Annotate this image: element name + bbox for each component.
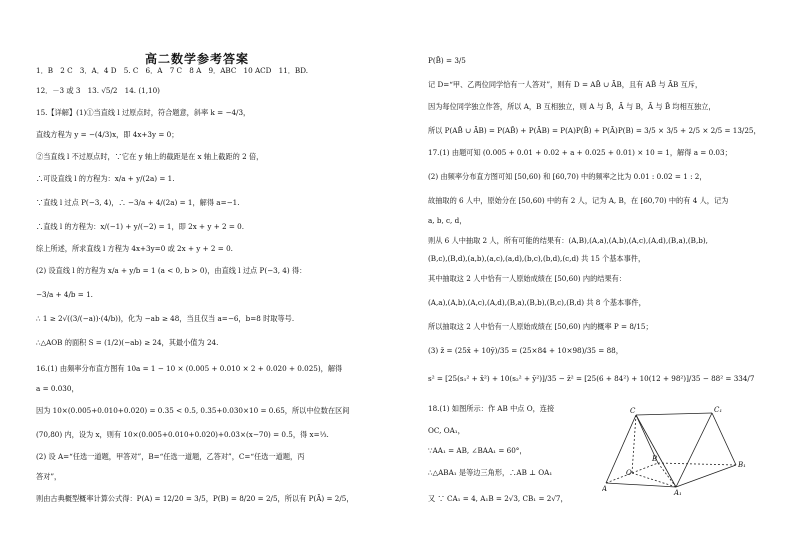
right-line: 其中抽取这 2 人中恰有一人原始成绩在 [50,60) 内的结果有：: [428, 274, 627, 283]
left-line: 1．B 2 C 3．A．4 D 5. C 6．A 7 C 8 A 9．ABC 10 ACD 11．BD.: [36, 66, 308, 75]
right-line: 故抽取的 6 人中，原始分在 [50,60) 中的有 2 人，记为 A, B，在 [60,70) 中的有 4 人，记为: [428, 196, 729, 205]
left-line: ②当直线 l 不过原点时，∵它在 y 轴上的截距是在 x 轴上截距的 2 倍，: [36, 152, 264, 161]
right-line: (3) z̄ = (25x̄ + 10ȳ)/35 = (25×84 + 10×98)/35 = 88，: [428, 346, 623, 355]
right-line: 17.(1) 由题可知 (0.005 + 0.01 + 0.02 + a + 0.025 + 0.01) × 10 = 1，解得 a = 0.03；: [428, 148, 732, 157]
edge-b-b1: [658, 463, 736, 465]
left-line: (70,80) 内，设为 x，则有 10×(0.005+0.010+0.020)+0.03×(x−70) = 0.5，得 x=⅓.: [36, 430, 329, 439]
left-line: a = 0.030，: [36, 384, 79, 393]
left-line: 12．－3 或 3 13. √5/2 14. (1,10): [36, 86, 160, 95]
right-line: a, b, c, d，: [428, 216, 467, 225]
left-line: (2) 设直线 l 的方程为 x/a + y/b = 1 (a < 0, b > 0)，由直线 l 过点 P(−3, 4) 得：: [36, 266, 307, 275]
edge-c-o: [632, 415, 636, 473]
left-line: ∵直线 l 过点 P(−3, 4)，∴ −3/a + 4/(2a) = 1，解得 a=−1.: [36, 198, 240, 207]
left-line: 16.(1) 由频率分布直方图有 10a = 1 − 10 × (0.005 + 0.010 × 2 + 0.020 + 0.025)，解得: [36, 364, 343, 373]
right-line: (A,a),(A,b),(A,c),(A,d),(B,a),(B,b),(B,c),(B,d) 共 8 个基本事件，: [428, 298, 646, 307]
edge-c1-b1: [712, 413, 736, 465]
label-c1: C₁: [714, 406, 723, 414]
left-line: ∴可设直线 l 的方程为：x/a + y/(2a) = 1.: [36, 174, 175, 183]
left-line: ∴直线 l 的方程为：x/(−1) + y/(−2) = 1，即 2x + y + 2 = 0.: [36, 222, 245, 231]
label-b: B: [652, 455, 658, 463]
left-line: −3/a + 4/b = 1.: [36, 290, 93, 299]
right-line: ∴△ABA₁ 是等边三角形，∴AB ⊥ OA₁: [428, 468, 553, 477]
right-line: ∵AA₁ = AB, ∠BAA₁ = 60°，: [428, 446, 527, 455]
label-b1: B₁: [738, 461, 746, 469]
left-line: (2) 设 A=“任选一道题，甲答对”，B=“任选一道题，乙答对”，C=“任选一道题，丙: [36, 452, 305, 461]
label-o: O: [626, 469, 632, 477]
right-line: 18.(1) 如图所示：作 AB 中点 O，连接: [428, 404, 555, 413]
right-line: 因为每位同学独立作答，所以 A，B 互相独立，则 A 与 B̄，Ā 与 B，Ā 与 B̄ 均相互独立，: [428, 102, 716, 111]
right-line: 所以 P(AB̄ ∪ ĀB) = P(AB̄) + P(ĀB) = P(A)P(B̄) + P(Ā)P(B) = 3/5 × 3/5 + 2/5 × 2/5 = 13/25，: [428, 126, 761, 135]
right-line: (B,c),(B,d),(a,b),(a,c),(a,d),(b,c),(b,d),(c,d) 共 15 个基本事件，: [428, 254, 646, 263]
left-line: 综上所述，所求直线 l 方程为 4x+3y=0 或 2x + y + 2 = 0.: [36, 244, 233, 253]
prism-figure: [602, 405, 782, 495]
right-line: P(B̄) = 3/5: [428, 56, 466, 65]
left-line: ∴ 1 ≥ 2√((3/(−a))·(4/b))，化为 −ab ≥ 48，当且仅当 a=−6，b=8 时取等号.: [36, 314, 295, 323]
edge-c-a1: [636, 415, 676, 487]
left-line: 15.【详解】(1)①当直线 l 过原点时，符合题意，斜率 k = −4/3，: [36, 108, 251, 117]
left-line: 直线方程为 y = −(4/3)x，即 4x+3y = 0；: [36, 130, 179, 139]
right-line: 记 D=“甲、乙两位同学恰有一人答对”，则有 D = AB̄ ∪ ĀB，且有 AB̄ 与 ĀB 互斥，: [428, 80, 703, 89]
left-line: 答对”，: [36, 472, 62, 481]
edge-c-c1: [636, 413, 712, 415]
edge-b-a1: [658, 463, 676, 487]
label-c: C: [630, 407, 636, 415]
page-title: 高二数学参考答案: [145, 52, 250, 66]
right-line: 所以抽取这 2 人中恰有一人原始成绩在 [50,60) 内的概率 P = 8/15；: [428, 322, 653, 331]
left-line: 则由古典概型概率计算公式得：P(A) = 12/20 = 3/5，P(B) = 8/20 = 2/5，所以有 P(Ā) = 2/5，: [36, 494, 354, 503]
left-line: ∴△AOB 的面积 S = (1/2)(−ab) ≥ 24，其最小值为 24.: [36, 338, 219, 347]
right-line: 则从 6 人中抽取 2 人，所有可能的结果有：(A,B),(A,a),(A,b),(A,c),(A,d),(B,a),(B,b),: [428, 236, 708, 245]
left-line: 因为 10×(0.005+0.010+0.020) = 0.35 < 0.5, 0.35+0.030×10 = 0.65，所以中位数在区间: [36, 406, 350, 415]
label-a1: A₁: [674, 489, 682, 495]
edge-a-a1: [606, 483, 676, 487]
right-line: s² = [25(s₁² + x̄²) + 10(s₂² + ȳ²)]/35 − z̄² = [25(6 + 84²) + 10(12 + 98²)]/35 − 88² = 334/7: [428, 374, 755, 383]
label-a: A: [602, 485, 608, 493]
right-line: OC, OA₁，: [428, 426, 465, 435]
right-line: 又 ∵ CA₁ = 4, A₁B = 2√3, CB₁ = 2√7，: [428, 494, 568, 503]
right-line: (2) 由频率分布直方图可知 [50,60) 和 [60,70) 中的频率之比为 0.01 : 0.02 = 1 : 2，: [428, 172, 707, 181]
